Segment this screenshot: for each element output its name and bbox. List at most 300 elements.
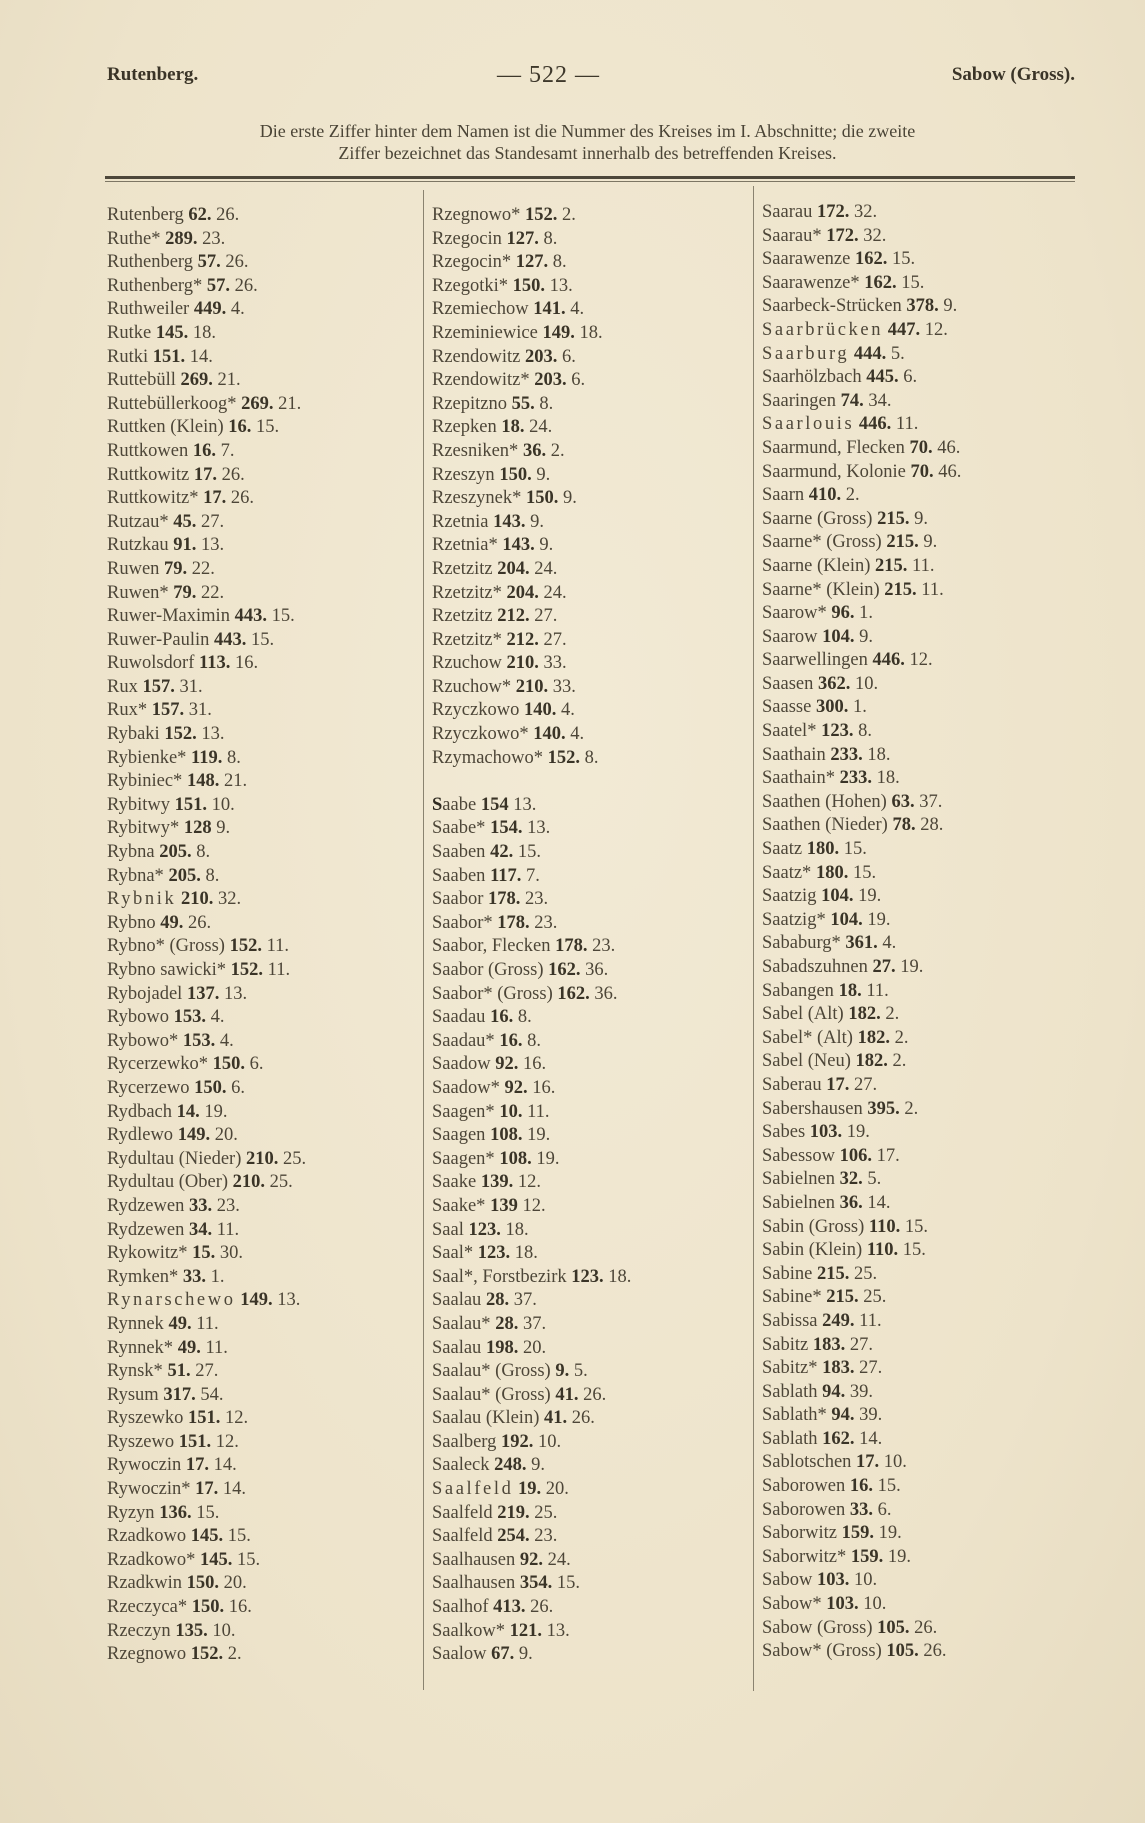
registry-office-number: 19. bbox=[858, 886, 882, 907]
district-number: 104. bbox=[822, 626, 855, 647]
gazetteer-entry bbox=[107, 251, 306, 275]
header-rule-thick bbox=[105, 176, 1075, 179]
registry-office-number: 14. bbox=[222, 1479, 247, 1500]
place-name: Rzegotki* bbox=[432, 275, 509, 296]
place-name: Rydlewo bbox=[107, 1125, 174, 1146]
district-number: 17. bbox=[193, 464, 217, 485]
district-number: 127. bbox=[515, 252, 549, 273]
district-number: 205. bbox=[159, 842, 192, 863]
gazetteer-entry bbox=[107, 935, 306, 959]
registry-office-number: 22. bbox=[201, 582, 225, 603]
district-number: 444. bbox=[853, 343, 887, 364]
district-number: 362. bbox=[818, 673, 851, 694]
place-name: Saarne (Gross) bbox=[762, 508, 873, 529]
place-name: Rywoczin* bbox=[107, 1479, 191, 1500]
gazetteer-entry bbox=[432, 1337, 631, 1361]
district-number: 162. bbox=[864, 272, 897, 293]
gazetteer-entry bbox=[432, 1289, 631, 1313]
place-name: Saarn bbox=[762, 485, 805, 506]
gazetteer-entry bbox=[107, 888, 306, 912]
place-name: Rzepitzno bbox=[432, 393, 508, 414]
place-name: Rycerzewo bbox=[107, 1077, 190, 1098]
registry-office-number: 9. bbox=[536, 464, 551, 485]
gazetteer-entry bbox=[432, 676, 631, 700]
place-name: Ruthweiler bbox=[107, 299, 190, 320]
gazetteer-entry bbox=[107, 534, 306, 558]
place-name: Saarlouis bbox=[762, 414, 855, 435]
registry-office-number: 15. bbox=[227, 1526, 251, 1547]
registry-office-number: 12. bbox=[924, 319, 948, 340]
gazetteer-entry bbox=[107, 605, 306, 629]
district-number: 289. bbox=[165, 228, 198, 249]
registry-office-number: 8. bbox=[539, 393, 554, 414]
registry-office-number: 15. bbox=[891, 249, 916, 270]
registry-office-number: 8. bbox=[543, 228, 558, 249]
gazetteer-entry bbox=[762, 1522, 961, 1546]
place-name: Rybna* bbox=[107, 865, 164, 886]
district-number: 143. bbox=[493, 511, 526, 532]
registry-office-number: 26. bbox=[230, 488, 254, 509]
registry-office-number: 16. bbox=[522, 1054, 547, 1075]
place-name: Saarow bbox=[762, 626, 818, 647]
registry-office-number: 54. bbox=[200, 1384, 224, 1405]
place-name: Rux* bbox=[107, 700, 148, 721]
district-number: 210. bbox=[246, 1148, 279, 1169]
gazetteer-entry bbox=[762, 1357, 961, 1381]
registry-office-number: 12. bbox=[517, 1172, 541, 1193]
district-number: 152. bbox=[230, 960, 263, 980]
gazetteer-entry bbox=[107, 393, 306, 417]
gazetteer-entry bbox=[762, 508, 961, 532]
gazetteer-entry bbox=[107, 1171, 306, 1195]
district-number: 210. bbox=[506, 653, 539, 674]
district-number: 121. bbox=[509, 1620, 542, 1641]
place-name: Rybowo* bbox=[107, 1030, 179, 1051]
registry-office-number: 16. bbox=[228, 1597, 252, 1618]
place-name: Rutenberg bbox=[107, 205, 184, 225]
gazetteer-entry bbox=[107, 1266, 306, 1290]
explanatory-note bbox=[100, 120, 1075, 164]
district-number: 447. bbox=[887, 319, 921, 340]
gazetteer-entry bbox=[762, 1145, 961, 1169]
registry-office-number: 8. bbox=[552, 252, 567, 273]
registry-office-number: 1. bbox=[210, 1266, 225, 1287]
gazetteer-entry bbox=[432, 393, 631, 417]
place-name: Ruttebüllerkoog* bbox=[107, 393, 237, 414]
registry-office-number: 9. bbox=[859, 626, 873, 647]
district-number: 33. bbox=[182, 1266, 206, 1287]
gazetteer-entry bbox=[762, 814, 961, 838]
district-number: 145. bbox=[190, 1526, 224, 1547]
place-name: Rzegnowo bbox=[107, 1644, 187, 1665]
place-name: Saalkow* bbox=[432, 1620, 505, 1641]
district-number: 16. bbox=[849, 1476, 873, 1497]
column-3 bbox=[762, 201, 961, 1664]
place-name: Saatz* bbox=[762, 862, 812, 883]
registry-office-number: 23. bbox=[534, 1526, 558, 1547]
gazetteer-entry bbox=[432, 487, 631, 511]
registry-office-number: 19. bbox=[878, 1523, 902, 1544]
district-number: 67. bbox=[491, 1644, 515, 1665]
registry-office-number: 2. bbox=[845, 485, 860, 506]
district-number: 108. bbox=[499, 1148, 532, 1169]
gazetteer-entry bbox=[107, 1337, 306, 1361]
registry-office-number: 18. bbox=[505, 1219, 529, 1240]
district-number: 15. bbox=[192, 1243, 216, 1264]
place-name: Rzendowitz bbox=[432, 346, 521, 367]
place-name: Rzadkwin bbox=[107, 1573, 183, 1594]
place-name: Rzetnia bbox=[432, 511, 489, 532]
gazetteer-entry bbox=[432, 1478, 631, 1502]
gazetteer-entry bbox=[107, 983, 306, 1007]
gazetteer-entry bbox=[107, 298, 306, 322]
registry-office-number: 4. bbox=[570, 299, 585, 320]
gazetteer-entry bbox=[107, 770, 306, 794]
gazetteer-entry bbox=[107, 699, 306, 723]
gazetteer-entry bbox=[762, 1239, 961, 1263]
registry-office-number: 9. bbox=[914, 508, 928, 529]
gazetteer-entry bbox=[432, 1454, 631, 1478]
district-number: 172. bbox=[816, 202, 850, 222]
district-number: 10. bbox=[499, 1101, 523, 1122]
gazetteer-entry bbox=[762, 1546, 961, 1570]
district-number: 41. bbox=[544, 1408, 568, 1429]
place-name: Sablath bbox=[762, 1381, 818, 1402]
gazetteer-entry bbox=[432, 841, 631, 865]
registry-office-number: 26. bbox=[583, 1384, 607, 1405]
district-number: 70. bbox=[910, 461, 934, 482]
gazetteer-entry bbox=[762, 602, 961, 626]
place-name: Saalau bbox=[432, 1337, 482, 1358]
gazetteer-entry bbox=[107, 1242, 306, 1266]
district-number: 180. bbox=[806, 839, 840, 860]
registry-office-number: 13. bbox=[513, 794, 537, 815]
registry-office-number: 32. bbox=[863, 225, 887, 246]
place-name: Rzyczkowo bbox=[432, 700, 520, 721]
place-name: Sababurg* bbox=[762, 933, 841, 954]
place-name: Rutzau* bbox=[107, 511, 169, 532]
registry-office-number: 26. bbox=[225, 252, 249, 273]
district-number: 49. bbox=[168, 1313, 192, 1334]
gazetteer-entry bbox=[107, 817, 306, 841]
gazetteer-entry bbox=[762, 626, 961, 650]
place-name: Saadow bbox=[432, 1054, 491, 1075]
registry-office-number: 20. bbox=[522, 1337, 547, 1358]
gazetteer-entry bbox=[432, 865, 631, 889]
registry-office-number: 15. bbox=[852, 862, 877, 883]
place-name: Saagen bbox=[432, 1125, 486, 1146]
gazetteer-entry bbox=[762, 1475, 961, 1499]
place-name: Saalfeld bbox=[432, 1502, 493, 1523]
place-name: Rzegocin bbox=[432, 228, 502, 249]
registry-office-number: 9. bbox=[216, 818, 231, 839]
registry-office-number: 10. bbox=[211, 794, 235, 815]
registry-office-number: 15. bbox=[904, 1216, 928, 1237]
gazetteer-entry bbox=[432, 747, 631, 771]
place-name: Saalau (Klein) bbox=[432, 1408, 540, 1429]
place-name: Rutke bbox=[107, 322, 152, 343]
registry-office-number: 36. bbox=[594, 983, 618, 1004]
place-name: Sabin (Klein) bbox=[762, 1240, 863, 1261]
place-name: Saagen* bbox=[432, 1101, 495, 1122]
place-name: Saathen (Hohen) bbox=[762, 791, 887, 812]
district-number: 150. bbox=[512, 275, 546, 296]
gazetteer-entry bbox=[432, 1360, 631, 1384]
place-name: Rydultau (Nieder) bbox=[107, 1148, 242, 1169]
registry-office-number: 15. bbox=[517, 842, 541, 863]
place-name: Saarau* bbox=[762, 225, 822, 246]
registry-office-number: 1. bbox=[852, 697, 867, 718]
district-number: 149. bbox=[240, 1290, 273, 1311]
gazetteer-entry bbox=[762, 1310, 961, 1334]
place-name: Saathen (Nieder) bbox=[762, 815, 888, 836]
registry-office-number: 13. bbox=[527, 818, 551, 839]
gazetteer-entry bbox=[107, 1289, 306, 1313]
gazetteer-entry bbox=[762, 201, 961, 225]
district-number: 94. bbox=[822, 1381, 846, 1402]
gazetteer-entry bbox=[762, 909, 961, 933]
gazetteer-entry bbox=[432, 1242, 631, 1266]
gazetteer-entry bbox=[107, 1572, 306, 1596]
district-number: 149. bbox=[542, 322, 575, 343]
place-name: Saasen bbox=[762, 673, 814, 694]
district-number: 140. bbox=[533, 724, 566, 745]
district-number: 152. bbox=[525, 205, 558, 225]
place-name: Rynnek bbox=[107, 1313, 164, 1334]
registry-office-number: 4. bbox=[230, 299, 245, 320]
registry-office-number: 6. bbox=[249, 1054, 264, 1075]
registry-office-number: 4. bbox=[570, 724, 585, 745]
place-name: Rynsk* bbox=[107, 1361, 163, 1382]
district-number: 92. bbox=[519, 1549, 543, 1570]
district-number: 178. bbox=[497, 912, 530, 933]
registry-office-number: 5. bbox=[867, 1169, 882, 1190]
registry-office-number: 13. bbox=[546, 1620, 570, 1641]
registry-office-number: 8. bbox=[858, 721, 872, 742]
registry-office-number: 18. bbox=[579, 322, 603, 343]
gazetteer-entry bbox=[432, 794, 631, 818]
place-name: Sabow* (Gross) bbox=[762, 1641, 882, 1662]
district-number: 215. bbox=[826, 1287, 859, 1308]
place-name: Rybitwy bbox=[107, 794, 170, 815]
place-name: Sabel (Neu) bbox=[762, 1051, 851, 1072]
registry-office-number: 12. bbox=[215, 1431, 239, 1452]
district-number: 145. bbox=[155, 322, 189, 343]
place-name: Ryzyn bbox=[107, 1502, 155, 1523]
place-name: Rzendowitz* bbox=[432, 370, 530, 391]
district-number: 104. bbox=[830, 909, 863, 930]
registry-office-number: 32. bbox=[853, 202, 878, 222]
district-number: 117. bbox=[490, 865, 522, 886]
district-number: 28. bbox=[485, 1290, 510, 1311]
gazetteer-entry bbox=[432, 1620, 631, 1644]
registry-office-number: 6. bbox=[877, 1499, 892, 1520]
place-name: Rybno bbox=[107, 912, 156, 933]
registry-office-number: 26. bbox=[923, 1641, 947, 1662]
place-name: Saadau bbox=[432, 1007, 486, 1028]
registry-office-number: 15. bbox=[877, 1476, 901, 1497]
district-number: 210. bbox=[180, 889, 214, 910]
district-number: 91. bbox=[173, 535, 197, 556]
district-number: 123. bbox=[477, 1243, 511, 1264]
registry-office-number: 15. bbox=[843, 839, 867, 860]
gazetteer-entry bbox=[432, 1384, 631, 1408]
gazetteer-entry bbox=[432, 1124, 631, 1148]
gazetteer-entry bbox=[432, 699, 631, 723]
place-name: Rzeminiewice bbox=[432, 322, 538, 343]
registry-office-number: 11. bbox=[205, 1337, 228, 1358]
registry-office-number: 14. bbox=[213, 1455, 237, 1476]
gazetteer-entry bbox=[762, 319, 961, 343]
gazetteer-entry bbox=[762, 1098, 961, 1122]
gazetteer-entry bbox=[432, 1053, 631, 1077]
gazetteer-entry bbox=[107, 1502, 306, 1526]
district-number: 154 bbox=[480, 794, 509, 815]
gazetteer-entry bbox=[107, 487, 306, 511]
district-number: 445. bbox=[866, 367, 899, 388]
gazetteer-entry bbox=[107, 747, 306, 771]
place-name: Saarmund, Kolonie bbox=[762, 461, 906, 482]
district-number: 94. bbox=[831, 1405, 855, 1426]
place-name: Sabel* (Alt) bbox=[762, 1027, 853, 1048]
registry-office-number: 2. bbox=[904, 1098, 919, 1119]
gazetteer-entry bbox=[107, 629, 306, 653]
registry-office-number: 8. bbox=[517, 1007, 532, 1028]
district-number: 143. bbox=[502, 535, 535, 556]
place-name: Sabielnen bbox=[762, 1192, 835, 1213]
place-name: Sabissa bbox=[762, 1310, 818, 1331]
place-name: Saarne (Klein) bbox=[762, 555, 871, 576]
registry-office-number: 23. bbox=[525, 889, 549, 910]
registry-office-number: 15. bbox=[251, 629, 275, 650]
gazetteer-entry bbox=[107, 1124, 306, 1148]
district-number: 204. bbox=[497, 558, 530, 579]
place-name: Saaben bbox=[432, 865, 486, 886]
place-name: Saaringen bbox=[762, 390, 836, 411]
registry-office-number: 4. bbox=[882, 933, 897, 954]
district-number: 28. bbox=[495, 1313, 519, 1334]
registry-office-number: 15. bbox=[556, 1573, 580, 1594]
registry-office-number: 26. bbox=[571, 1408, 595, 1429]
place-name: Saasse bbox=[762, 697, 812, 718]
column-divider-2 bbox=[753, 186, 754, 1691]
gazetteer-entry bbox=[107, 1360, 306, 1384]
gazetteer-entry bbox=[762, 1286, 961, 1310]
gazetteer-entry bbox=[762, 579, 961, 603]
gazetteer-entry bbox=[107, 322, 306, 346]
district-number: 233. bbox=[830, 744, 863, 765]
place-name: Saalhof bbox=[432, 1597, 489, 1618]
district-number: 192. bbox=[501, 1431, 534, 1452]
district-number: 32. bbox=[839, 1169, 863, 1190]
gazetteer-entry bbox=[107, 1101, 306, 1125]
place-name: Saarwellingen bbox=[762, 650, 868, 671]
district-number: 49. bbox=[160, 912, 184, 933]
place-name: Rybitwy* bbox=[107, 818, 180, 839]
district-number: 139. bbox=[480, 1172, 514, 1193]
district-number: 74. bbox=[840, 390, 864, 411]
registry-office-number: 23. bbox=[534, 912, 558, 933]
district-number: 413. bbox=[493, 1597, 526, 1618]
registry-office-number: 9. bbox=[530, 511, 545, 532]
gazetteer-entry bbox=[762, 1216, 961, 1240]
registry-office-number: 9. bbox=[539, 535, 554, 556]
district-number: 137. bbox=[186, 983, 220, 1004]
district-number: 63. bbox=[891, 791, 915, 812]
registry-office-number: 9. bbox=[531, 1455, 546, 1476]
gazetteer-entry bbox=[762, 366, 961, 390]
district-number: 78. bbox=[892, 815, 916, 836]
place-name: Rynarschewo bbox=[107, 1290, 236, 1311]
place-name: Rzetzitz* bbox=[432, 629, 502, 650]
gazetteer-entry bbox=[432, 275, 631, 299]
gazetteer-entry bbox=[107, 1195, 306, 1219]
district-number: 18. bbox=[838, 980, 862, 1001]
district-number: 16. bbox=[192, 440, 216, 461]
gazetteer-entry bbox=[762, 1381, 961, 1405]
place-name: Saalfeld bbox=[432, 1526, 493, 1547]
registry-office-number: 13. bbox=[549, 275, 573, 296]
gazetteer-entry bbox=[107, 1053, 306, 1077]
place-name: Rywoczin bbox=[107, 1455, 182, 1476]
place-name: Saarow* bbox=[762, 603, 827, 624]
registry-office-number: 15. bbox=[902, 1240, 926, 1261]
district-number: 36. bbox=[522, 440, 547, 461]
district-number: 449. bbox=[193, 299, 227, 320]
district-number: 113. bbox=[199, 653, 231, 674]
district-number: 154. bbox=[490, 818, 523, 839]
gazetteer-entry bbox=[432, 888, 631, 912]
gazetteer-entry bbox=[107, 464, 306, 488]
gazetteer-entry bbox=[107, 1030, 306, 1054]
registry-office-number: 8. bbox=[527, 1030, 541, 1051]
registry-office-number: 9. bbox=[923, 532, 938, 553]
place-name: Rybojadel bbox=[107, 983, 183, 1004]
registry-office-number: 19. bbox=[204, 1101, 228, 1122]
gazetteer-entry bbox=[432, 511, 631, 535]
gazetteer-entry bbox=[762, 956, 961, 980]
place-name: Saadau* bbox=[432, 1030, 495, 1051]
registry-office-number: 15. bbox=[237, 1549, 261, 1570]
registry-office-number: 11. bbox=[895, 414, 919, 435]
place-name: Rybienke* bbox=[107, 747, 187, 768]
place-name: Ruttkowitz bbox=[107, 464, 190, 485]
district-number: 42. bbox=[490, 842, 514, 863]
registry-office-number: 26. bbox=[187, 912, 212, 933]
place-name: Saalau bbox=[432, 1290, 482, 1311]
gazetteer-entry bbox=[762, 1168, 961, 1192]
place-name: Sabow* bbox=[762, 1594, 822, 1615]
district-number: 92. bbox=[504, 1077, 528, 1098]
gazetteer-entry bbox=[432, 912, 631, 936]
registry-office-number: 10. bbox=[212, 1620, 236, 1641]
district-number: 210. bbox=[232, 1172, 266, 1193]
column-2 bbox=[432, 204, 631, 1667]
place-name: Sabadszuhnen bbox=[762, 957, 868, 977]
registry-office-number: 2. bbox=[892, 1051, 907, 1072]
gazetteer-entry bbox=[107, 582, 306, 606]
gazetteer-entry bbox=[107, 723, 306, 747]
registry-office-number: 6. bbox=[571, 370, 586, 391]
registry-office-number: 26. bbox=[221, 464, 245, 485]
gazetteer-entry bbox=[762, 1334, 961, 1358]
registry-office-number: 14. bbox=[859, 1428, 883, 1449]
registry-office-number: 31. bbox=[188, 700, 212, 721]
gazetteer-entry bbox=[107, 841, 306, 865]
gazetteer-entry bbox=[107, 1384, 306, 1408]
gazetteer-entry bbox=[762, 1569, 961, 1593]
place-name: Saagen* bbox=[432, 1148, 495, 1169]
